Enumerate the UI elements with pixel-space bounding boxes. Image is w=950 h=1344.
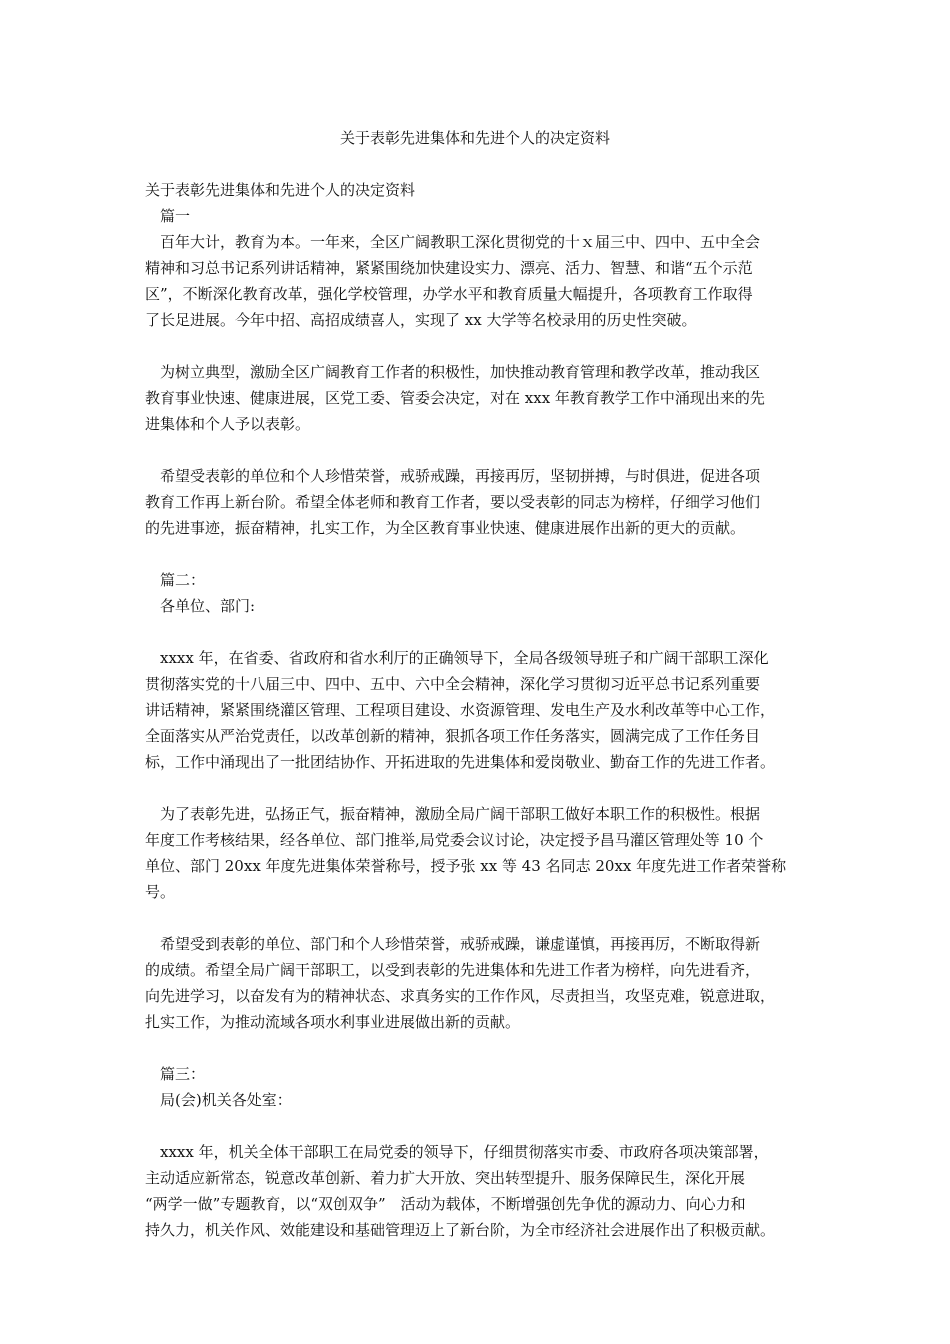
text-line: “两学一做”专题教育，以“双创双争” 活动为载体，不断增强创先争优的源动力、向心力和 <box>145 1195 746 1213</box>
text-line: 主动适应新常态，锐意改革创新、着力扩大开放、突出转型提升、服务保障民生，深化开展 <box>145 1169 746 1187</box>
paragraph-gap <box>145 619 810 645</box>
text-line: xxxx 年，在省委、省政府和省水利厅的正确领导下，全局各级领导班子和广阔干部职工深化 <box>145 649 769 667</box>
text-line: 篇三： <box>145 1065 206 1083</box>
text-line: 教育事业快速、健康进展，区党工委、管委会决定，对在 xxx 年教育教学工作中涌现出来的先 <box>145 389 765 407</box>
text-line: 各单位、部门: <box>145 597 256 615</box>
text-line: 百年大计，教育为本。一年来，全区广阔教职工深化贯彻党的十ｘ届三中、四中、五中全会 <box>145 233 761 251</box>
document-title: 关于表彰先进集体和先进个人的决定资料 <box>339 129 610 147</box>
document-body <box>145 177 810 1243</box>
paragraph-gap <box>145 1113 810 1139</box>
text-line: xxxx 年，机关全体干部职工在局党委的领导下，仔细贯彻落实市委、市政府各项决策部署， <box>145 1143 769 1161</box>
text-line: 为树立典型，激励全区广阔教育工作者的积极性，加快推动教育管理和教学改革，推动我区 <box>145 363 761 381</box>
text-line: 局(会)机关各处室： <box>145 1091 292 1109</box>
text-line: 标，工作中涌现出了一批团结协作、开拓进取的先进集体和爱岗敬业、勤奋工作的先进工作者。 <box>145 753 776 771</box>
text-line: 为了表彰先进，弘扬正气，振奋精神，激励全局广阔干部职工做好本职工作的积极性。根据 <box>145 805 761 823</box>
text-line: 区”，不断深化教育改革，强化学校管理，办学水平和教育质量大幅提升，各项教育工作取得 <box>145 285 753 303</box>
text-line: 篇二： <box>145 571 206 589</box>
paragraph-gap <box>145 905 810 931</box>
text-line: 单位、部门 20xx 年度先进集体荣誉称号，授予张 xx 等 43 名同志 20xx 年度先进工作者荣誉称 <box>145 857 787 875</box>
text-line: 持久力，机关作风、效能建设和基础管理迈上了新台阶，为全市经济社会进展作出了积极贡献。 <box>145 1221 776 1239</box>
paragraph-gap <box>145 1035 810 1061</box>
text-line: 教育工作再上新台阶。希望全体老师和教育工作者，要以受表彰的同志为榜样，仔细学习他们 <box>145 493 761 511</box>
text-line: 讲话精神，紧紧围绕灌区管理、工程项目建设、水资源管理、发电生产及水利改革等中心工作， <box>145 701 776 719</box>
text-line: 的先进事迹，振奋精神，扎实工作，为全区教育事业快速、健康进展作出新的更大的贡献。 <box>145 519 746 537</box>
text-line: 希望受到表彰的单位、部门和个人珍惜荣誉，戒骄戒躁，谦虚谨慎，再接再厉，不断取得新 <box>145 935 761 953</box>
text-line: 号。 <box>145 883 176 901</box>
text-line: 篇一 <box>145 207 191 225</box>
paragraph-gap <box>145 775 810 801</box>
text-line: 扎实工作，为推动流域各项水利事业进展做出新的贡献。 <box>145 1013 521 1031</box>
text-line: 全面落实从严治党责任，以改革创新的精神，狠抓各项工作任务落实，圆满完成了工作任务目 <box>145 727 761 745</box>
text-line: 希望受表彰的单位和个人珍惜荣誉，戒骄戒躁，再接再厉，坚韧拼搏，与时俱进，促进各项 <box>145 467 761 485</box>
paragraph-gap <box>145 437 810 463</box>
text-line: 进集体和个人予以表彰。 <box>145 415 311 433</box>
text-line: 了长足进展。今年中招、高招成绩喜人，实现了 xx 大学等名校录用的历史性突破。 <box>145 311 697 329</box>
text-line: 关于表彰先进集体和先进个人的决定资料 <box>145 181 416 199</box>
paragraph-gap <box>145 333 810 359</box>
paragraph-gap <box>145 541 810 567</box>
text-line: 的成绩。希望全局广阔干部职工，以受到表彰的先进集体和先进工作者为榜样，向先进看齐， <box>145 961 761 979</box>
text-line: 精神和习总书记系列讲话精神，紧紧围绕加快建设实力、漂亮、活力、智慧、和谐“五个示范 <box>145 259 753 277</box>
text-line: 向先进学习，以奋发有为的精神状态、求真务实的工作作风，尽责担当，攻坚克难，锐意进取， <box>145 987 776 1005</box>
text-line: 贯彻落实党的十八届三中、四中、五中、六中全会精神，深化学习贯彻习近平总书记系列重要 <box>145 675 761 693</box>
text-line: 年度工作考核结果，经各单位、部门推举,局党委会议讨论，决定授予昌马灌区管理处等 10 个 <box>145 831 764 849</box>
